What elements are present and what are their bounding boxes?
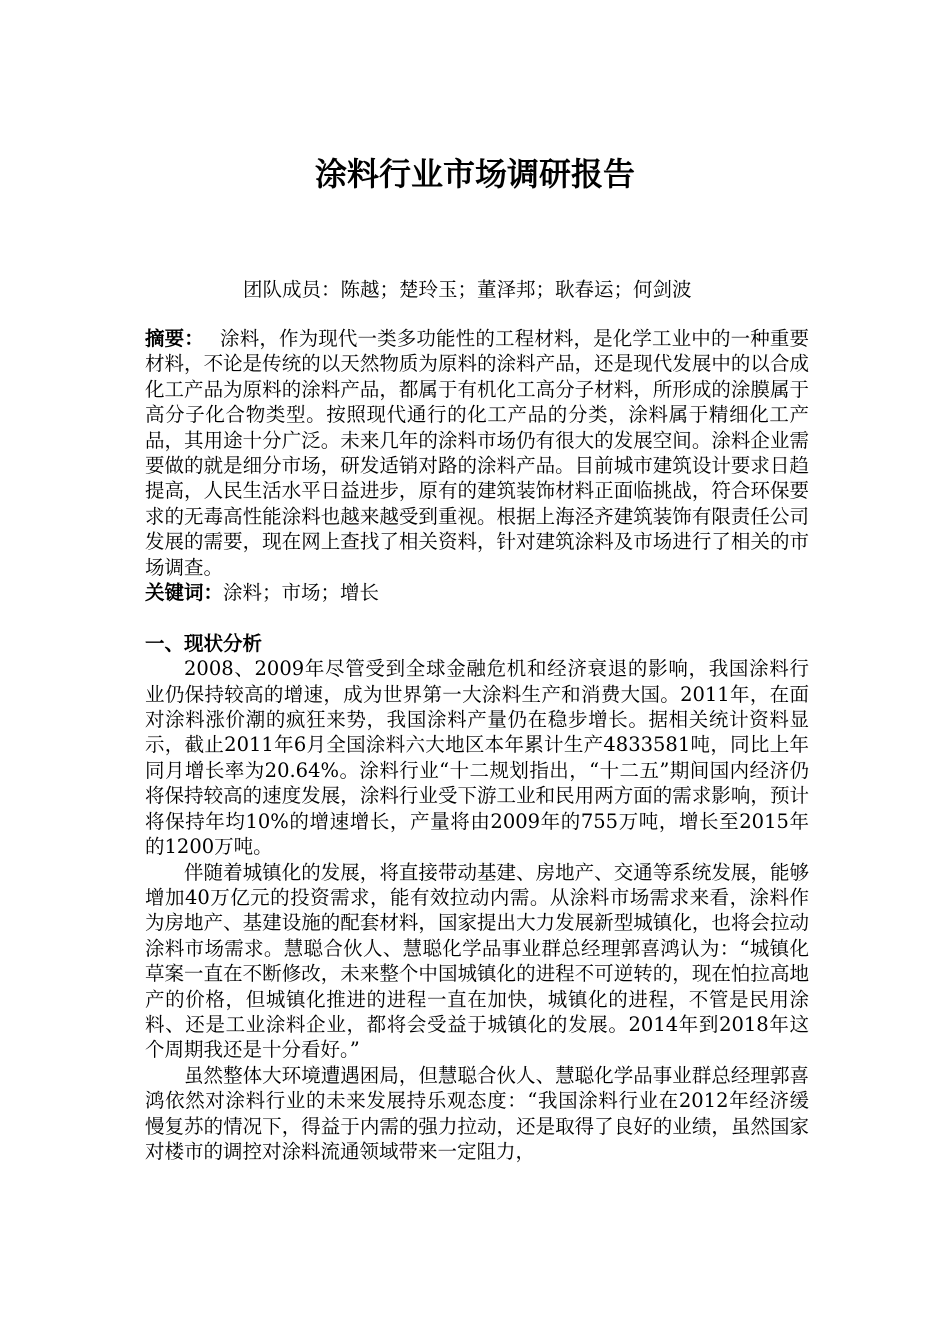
body-paragraph: 虽然整体大环境遭遇困局，但慧聪合伙人、慧聪化学品事业群总经理郭喜鸿依然对涂料行业的未来发展持乐观态度：“我国涂料行业在2012年经济缓慢复苏的情况下，得益于内需的强力拉动，还是取得了良好的业绩，虽然国家对楼市的调控对涂料流通领域带来一定阻力， bbox=[145, 1063, 809, 1163]
abstract-text: 涂料，作为现代一类多功能性的工程材料，是化学工业中的一种重要材料，不论是传统的以天然物质为原料的涂料产品，还是现代发展中的以合成化工产品为原料的涂料产品，都属于有机化工高分子材料，所形成的涂膜属于高分子化合物类型。按照现代通行的化工产品的分类，涂料属于精细化工产品，其用途十分广泛。未来几年的涂料市场仍有很大的发展空间。涂料企业需要做的就是细分市场，研发适销对路的涂料产品。目前城市建筑设计要求日趋提高，人民生活水平日益进步，原有的建筑装饰材料正面临挑战，符合环保要求的无毒高性能涂料也越来越受到重视。根据上海泾齐建筑装饰有限责任公司发展的需要，现在网上查找了相关资料，针对建筑涂料及市场进行了相关的市场调查。 bbox=[145, 327, 809, 579]
section-gap bbox=[145, 605, 809, 630]
body-paragraph: 伴随着城镇化的发展，将直接带动基建、房地产、交通等系统发展，能够增加40万亿元的投资需求，能有效拉动内需。从涂料市场需求来看，涂料作为房地产、基建设施的配套材料，国家提出大力发展新型城镇化，也将会拉动涂料市场需求。慧聪合伙人、慧聪化学品事业群总经理郭喜鸿认为：“城镇化草案一直在不断修改，未来整个中国城镇化的进程不可逆转的，现在怕拉高地产的价格，但城镇化推进的进程一直在加快，城镇化的进程，不管是民用涂料、还是工业涂料企业，都将会受益于城镇化的发展。2014年到2018年这个周期我还是十分看好。” bbox=[145, 860, 809, 1062]
team-members-line: 团队成员：陈越；楚玲玉；董泽邦；耿春运；何剑波 bbox=[243, 278, 692, 301]
document-title: 涂料行业市场调研报告 bbox=[314, 155, 635, 193]
body-paragraph: 2008、2009年尽管受到全球金融危机和经济衰退的影响，我国涂料行业仍保持较高的增速，成为世界第一大涂料生产和消费大国。2011年，在面对涂料涨价潮的疯狂来势，我国涂料产量仍在稳步增长。据相关统计资料显示，截止2011年6月全国涂料六大地区本年累计生产4833581吨，同比上年同月增长率为20.64%。涂料行业“十二规划指出，“十二五”期间国内经济仍将保持较高的速度发展，涂料行业受下游工业和民用两方面的需求影响，预计将保持年均10%的增速增长，产量将由2009年的755万吨，增长至2015年的1200万吨。 bbox=[145, 657, 809, 859]
abstract-paragraph bbox=[145, 326, 809, 580]
abstract-label: 摘要： bbox=[145, 327, 204, 350]
keywords-paragraph bbox=[145, 580, 809, 605]
keywords-text: 涂料；市场；增长 bbox=[223, 581, 380, 605]
section-heading: 一、现状分析 bbox=[145, 631, 263, 655]
keywords-label: 关键词： bbox=[145, 581, 224, 605]
document-body bbox=[145, 326, 809, 1164]
